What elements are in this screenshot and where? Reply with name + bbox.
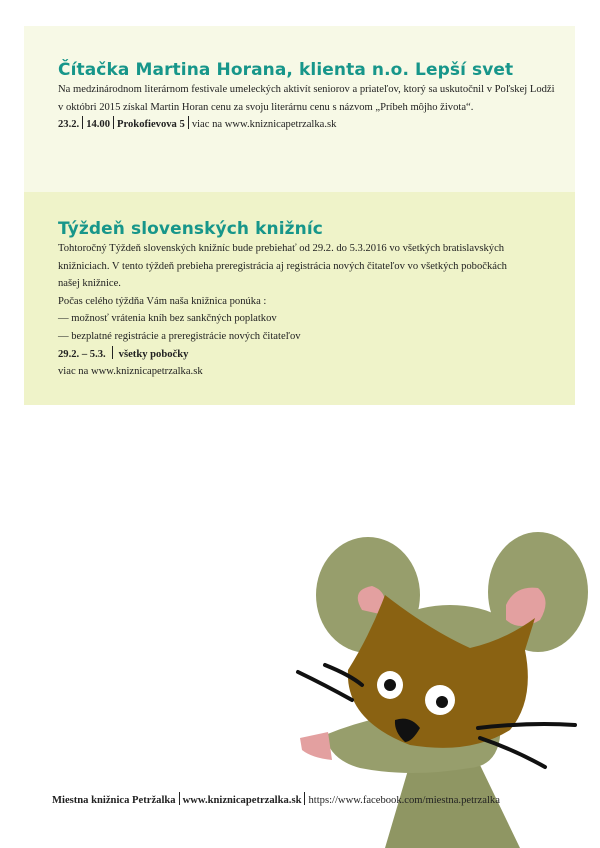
separator (304, 792, 305, 805)
footer-library-name: Miestna knižnica Petržalka (52, 795, 176, 806)
event-description (58, 81, 575, 134)
event-date: 23.2. (58, 119, 80, 131)
event-dates: 29.2. – 5.3. (58, 348, 106, 360)
event-title: Týždeň slovenských knižníc (58, 219, 323, 239)
separator (188, 116, 189, 129)
event-time: 14.00 (86, 119, 111, 131)
event-description (58, 240, 575, 381)
offer-item: — možnosť vrátenia kníh bez sankčných poplatkov (58, 313, 277, 325)
separator (179, 792, 180, 805)
event-meta (58, 346, 515, 364)
event-place: Prokofievova 5 (117, 119, 185, 131)
event-more-link[interactable]: viac na www.kniznicapetrzalka.sk (58, 366, 203, 378)
offer-item: — bezplatné registrácie a preregistrácie nových čitateľov (58, 330, 301, 342)
separator (112, 346, 113, 359)
mouse-body (385, 765, 520, 848)
footer (52, 792, 500, 806)
event-title: Čítačka Martina Horana, klienta n.o. Lepší svet (58, 60, 514, 80)
footer-website-link[interactable]: www.kniznicapetrzalka.sk (182, 795, 302, 806)
separator (113, 116, 114, 129)
event-place: všetky pobočky (118, 348, 189, 360)
footer-facebook-link[interactable]: https://www.facebook.com/miestna.petrzalka (308, 795, 500, 806)
event-card-library-week (24, 192, 575, 405)
separator (82, 116, 83, 129)
offer-intro: Počas celého týždňa Vám naša knižnica ponúka : (58, 295, 267, 307)
event-more-link[interactable]: viac na www.kniznicapetrzalka.sk (191, 119, 337, 131)
event-meta (58, 116, 555, 134)
event-card-reading (24, 26, 575, 192)
event-body: Na medzinárodnom literárnom festivale umeleckých aktivít seniorov a priateľov, ktorý sa uskutočnil v Poľskej Lodži v októbri 2015 získal Martin Horan cenu za svoju literárnu cenu s názvom „Príbeh môjho života“. (58, 84, 555, 113)
mouse-tail-tip (300, 732, 332, 760)
event-body: Tohtoročný Týždeň slovenských knižníc bude prebiehať od 29.2. do 5.3.2016 vo všetkých bratislavských knižniciach. V tento týždeň prebieha preregistrácia aj registrácia nových čitateľov vo všetkých pobočkách našej knižnice. (58, 243, 507, 290)
